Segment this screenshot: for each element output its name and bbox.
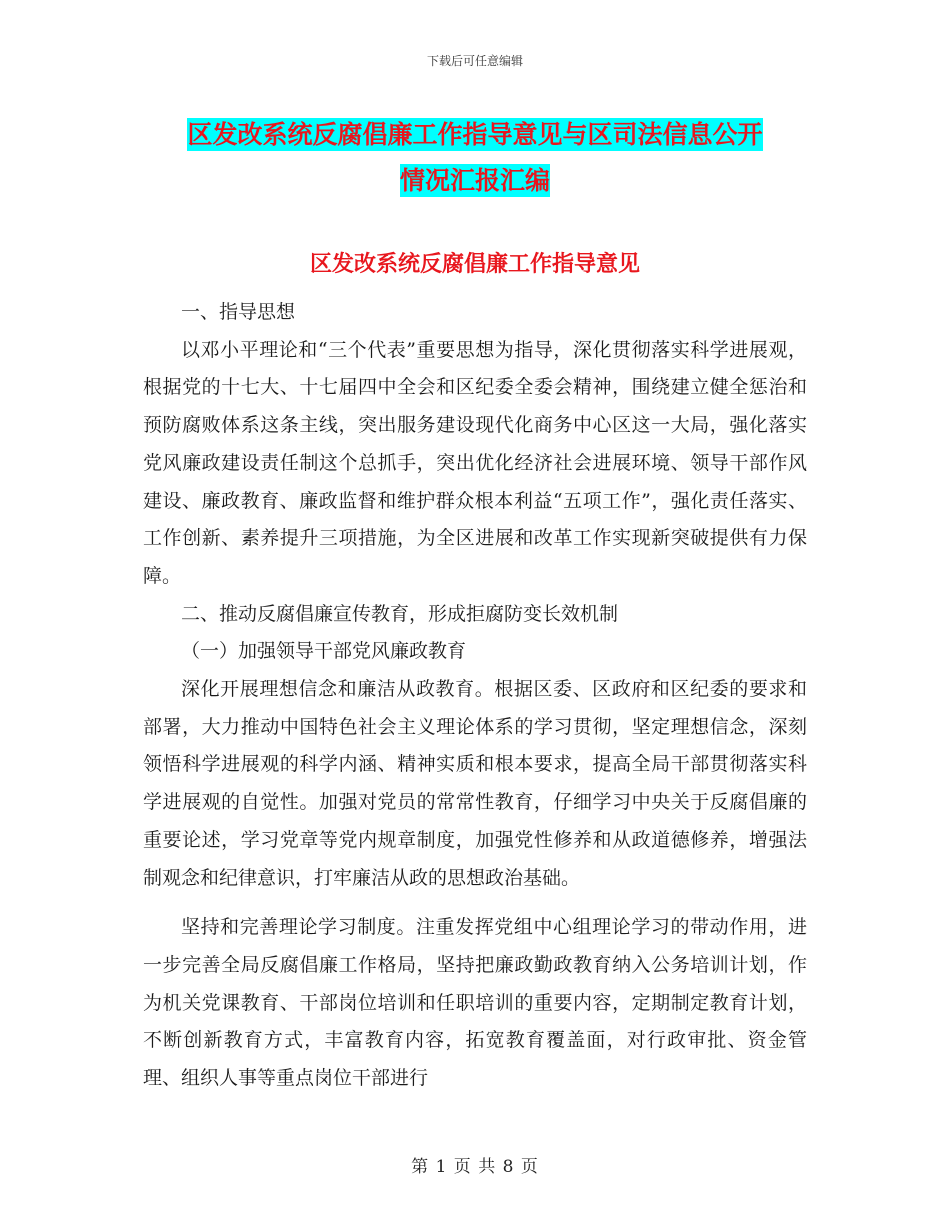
page-footer: 第 1 页 共 8 页 xyxy=(411,1157,539,1177)
section-title: 区发改系统反腐倡廉工作指导意见 xyxy=(309,252,640,277)
document-title xyxy=(140,112,810,204)
document-body xyxy=(143,294,807,1098)
paragraph: 坚持和完善理论学习制度。注重发挥党组中心组理论学习的带动作用，进一步完善全局反腐倡廉工作格局，坚持把廉政勤政教育纳入公务培训计划，作为机关党课教育、干部岗位培训和任职培训的重要内容，定期制定教育计划，不断创新教育方式，丰富教育内容，拓宽教育覆盖面，对行政审批、资金管理、组织人事等重点岗位干部进行 xyxy=(143,916,807,1090)
paragraph: 以邓小平理论和“三个代表”重要思想为指导，深化贯彻落实科学进展观，根据党的十七大、十七届四中全会和区纪委全委会精神，围绕建立健全惩治和预防腐败体系这条主线，突出服务建设现代化商务中心区这一大局，强化落实党风廉政建设责任制这个总抓手，突出优化经济社会进展环境、领导干部作风建设、廉政教育、廉政监督和维护群众根本利益“五项工作”，强化责任落实、工作创新、素养提升三项措施，为全区进展和改革工作实现新突破提供有力保障。 xyxy=(143,338,807,587)
header-note: 下载后可任意编辑 xyxy=(426,54,523,68)
title-line-2: 情况汇报汇编 xyxy=(399,166,550,195)
heading-promote-education: 二、推动反腐倡廉宣传教育，形成拒腐防变长效机制 xyxy=(181,602,619,625)
heading-guiding-thought: 一、指导思想 xyxy=(181,301,296,323)
subheading-leader-education: （一）加强领导干部党风廉政教育 xyxy=(181,640,467,663)
paragraph: 深化开展理想信念和廉洁从政教育。根据区委、区政府和区纪委的要求和部署，大力推动中国特色社会主义理论体系的学习贯彻，坚定理想信念，深刻领悟科学进展观的科学内涵、精神实质和根本要求，提高全局干部贯彻落实科学进展观的自觉性。加强对党员的常常性教育，仔细学习中央关于反腐倡廉的重要论述，学习党章等党内规章制度，加强党性修养和从政道德修养，增强法制观念和纪律意识，打牢廉洁从政的思想政治基础。 xyxy=(143,678,807,889)
title-line-1: 区发改系统反腐倡廉工作指导意见与区司法信息公开 xyxy=(187,120,763,149)
